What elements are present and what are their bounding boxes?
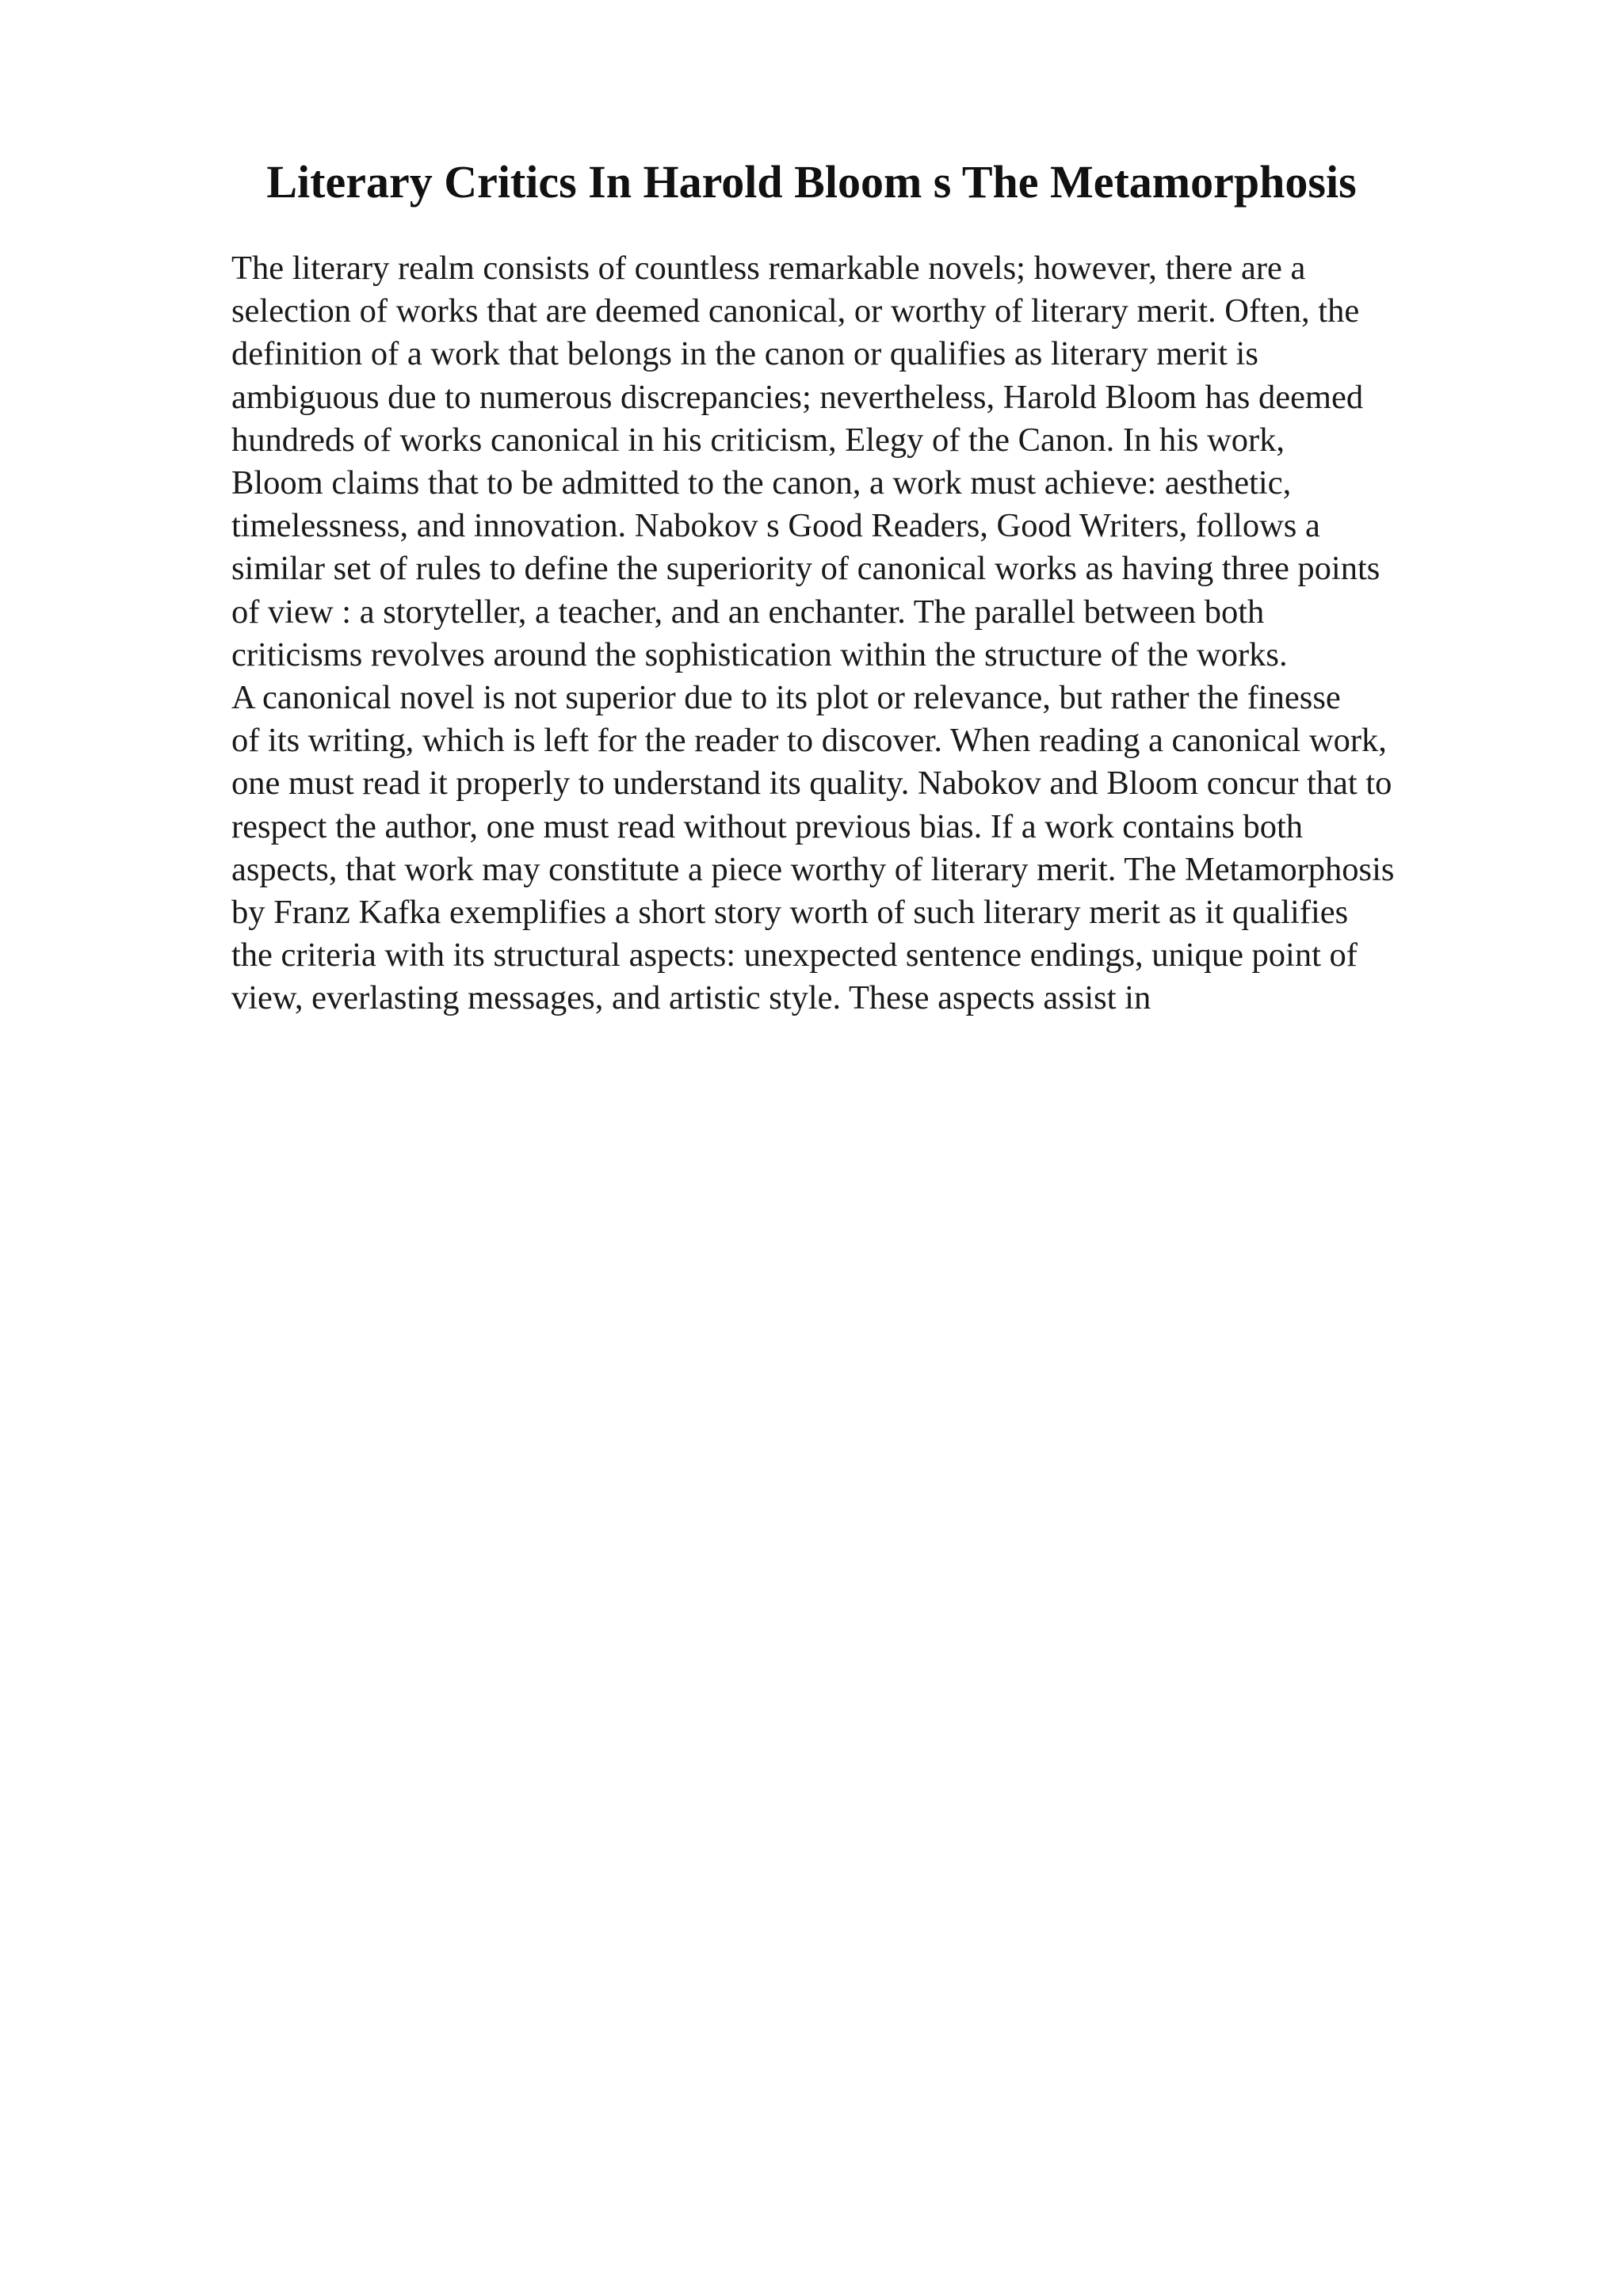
body-line: one must read it properly to understand its quality. Nabokov and Bloom concur that to	[231, 765, 1392, 803]
body-line: respect the author, one must read without previous bias. If a work contains both	[231, 807, 1304, 845]
body-line: aspects, that work may constitute a piece worthy of literary merit. The Metamorphosis	[231, 850, 1395, 888]
body-line: by Franz Kafka exemplifies a short story worth of such literary merit as it qualifies	[231, 894, 1349, 932]
body-line: of its writing, which is left for the reader to discover. When reading a canonical work,	[231, 722, 1387, 760]
body-line: ambiguous due to numerous discrepancies; nevertheless, Harold Bloom has deemed	[231, 378, 1364, 416]
document-title: Literary Critics In Harold Bloom s The Metamorphosis	[266, 156, 1357, 208]
body-line: criticisms revolves around the sophistication within the structure of the works.	[231, 635, 1288, 673]
body-line: similar set of rules to define the superiority of canonical works as having three points	[231, 550, 1381, 588]
body-line: timelessness, and innovation. Nabokov s Good Readers, Good Writers, follows a	[231, 507, 1320, 545]
body-line: Bloom claims that to be admitted to the canon, a work must achieve: aesthetic,	[231, 464, 1292, 502]
body-line: view, everlasting messages, and artistic style. These aspects assist in	[231, 979, 1151, 1017]
body-line: of view : a storyteller, a teacher, and an enchanter. The parallel between both	[231, 593, 1265, 631]
body-line: The literary realm consists of countless remarkable novels; however, there are a	[231, 250, 1306, 287]
body-line: selection of works that are deemed canonical, or worthy of literary merit. Often, the	[231, 292, 1360, 330]
document-body	[231, 247, 1594, 1020]
body-line: definition of a work that belongs in the canon or qualifies as literary merit is	[231, 335, 1258, 373]
body-line: hundreds of works canonical in his criticism, Elegy of the Canon. In his work,	[231, 421, 1285, 459]
body-line: A canonical novel is not superior due to its plot or relevance, but rather the finesse	[231, 679, 1341, 717]
body-line: the criteria with its structural aspects: unexpected sentence endings, unique point of	[231, 936, 1358, 974]
